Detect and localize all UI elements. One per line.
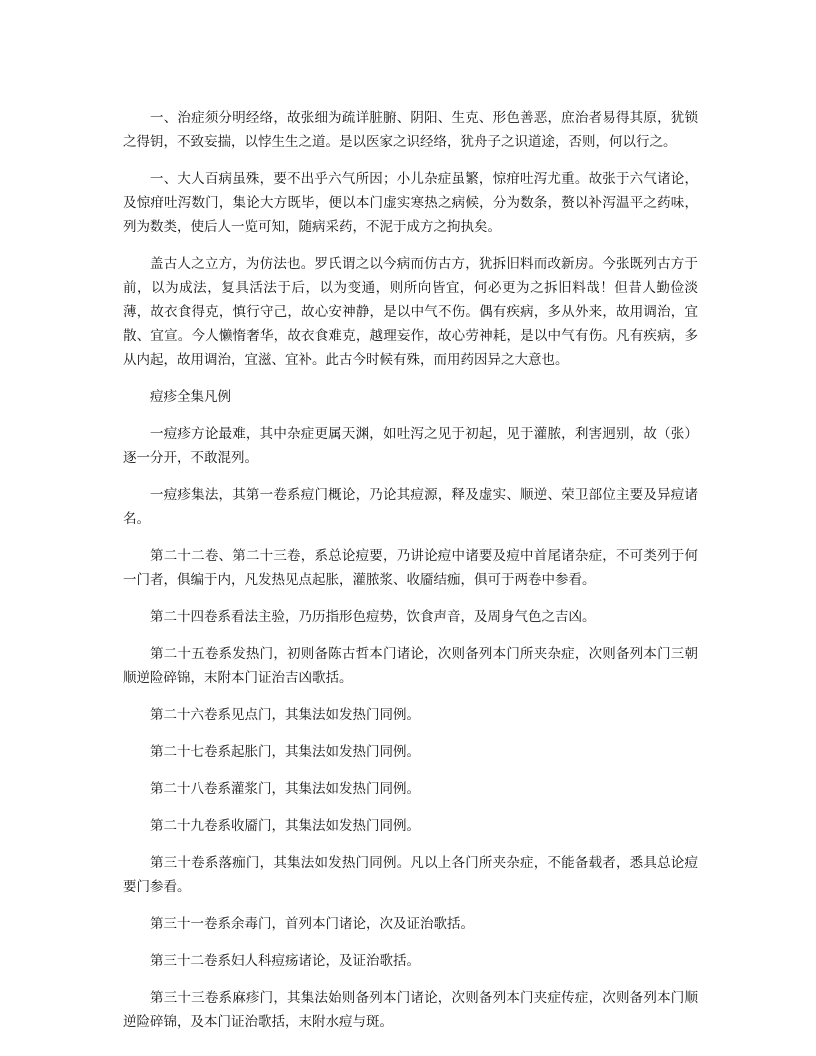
paragraph-volume-26: 第二十六卷系见点门，其集法如发热门同例。 xyxy=(150,707,420,723)
paragraph-volume-28: 第二十八卷系灌浆门，其集法如发热门同例。 xyxy=(150,781,420,797)
paragraph-volume-33: 第三十三卷系麻疹门，其集法始则备列本门诸论，次则备列本门夹症传症，次则备列本门顺逆险碎锦，及本门证治歌括，末附水痘与斑。 xyxy=(123,990,698,1030)
paragraph-volume-29: 第二十九卷系收靥门，其集法如发热门同例。 xyxy=(150,818,420,834)
paragraph-volume-27: 第二十七卷系起胀门，其集法如发热门同例。 xyxy=(150,744,420,760)
paragraph-six-qi: 一、大人百病虽殊，要不出乎六气所因；小儿杂症虽繁，惊疳吐泻尤重。故张于六气诸论，及惊疳吐泻数门，集论大方既毕，便以本门虚实寒热之病候，分为数条，赘以补泻温平之药味，列为数类，使后人一览可知，随病采药，不泥于成方之拘执矣。 xyxy=(123,171,698,235)
paragraph-volume-32: 第三十二卷系妇人科痘疡诸论，及证治歌括。 xyxy=(150,953,420,969)
paragraph-volume-22-23: 第二十二卷、第二十三卷，系总论痘要，乃讲论痘中诸要及痘中首尾诸杂症，不可类列于何一门者，俱编于内，凡发热见点起胀，灌脓浆、收靥结痂，俱可于两卷中参看。 xyxy=(123,548,698,588)
paragraph-meridians: 一、治症须分明经络，故张细为疏详脏腑、阴阳、生克、形色善恶，庶治者易得其原，犹锁之得钥，不致妄揣，以悖生生之道。是以医家之识经络，犹舟子之识道途，否则，何以行之。 xyxy=(123,110,698,150)
paragraph-volume-31: 第三十一卷系余毒门，首列本门诸论，次及证治歌括。 xyxy=(150,916,474,932)
paragraph-ancient-formulas: 盖古人之立方，为仿法也。罗氏谓之以今病而仿古方，犹拆旧料而改新房。今张既列古方于前，以为成法，复具活法于后，以为变通，则所向皆宜，何必更为之拆旧料哉！但昔人勤俭淡薄，故衣食得克，慎行守己，故心安神静，是以中气不伤。偶有疾病，多从外来，故用调治，宜散、宜宣。今人懒惰奢华，故衣食难克，越理妄作，故心劳神耗，是以中气有伤。凡有疾病，多从内起，故用调治，宜滋、宜补。此古今时候有殊，而用药因异之大意也。 xyxy=(123,256,698,368)
paragraph-smallpox-theory: 一痘疹方论最难，其中杂症更属天渊，如吐泻之见于初起，见于灌脓，利害迥别，故（张）逐一分开，不敢混列。 xyxy=(123,426,698,466)
paragraph-volume-24: 第二十四卷系看法主验，乃历指形色痘势，饮食声音，及周身气色之吉凶。 xyxy=(150,609,596,625)
paragraph-volume-one: 一痘疹集法，其第一卷系痘门概论，乃论其痘源，释及虚实、顺逆、荣卫部位主要及异痘诸名。 xyxy=(123,487,698,527)
section-heading: 痘疹全集凡例 xyxy=(150,389,231,405)
paragraph-volume-30: 第三十卷系落痂门，其集法如发热门同例。凡以上各门所夹杂症，不能备载者，悉具总论痘要门参看。 xyxy=(123,855,698,895)
document-body xyxy=(123,106,698,1047)
paragraph-volume-25: 第二十五卷系发热门，初则备陈古哲本门诸论，次则备列本门所夹杂症，次则备列本门三朝顺逆险碎锦，末附本门证治吉凶歌括。 xyxy=(123,646,698,686)
